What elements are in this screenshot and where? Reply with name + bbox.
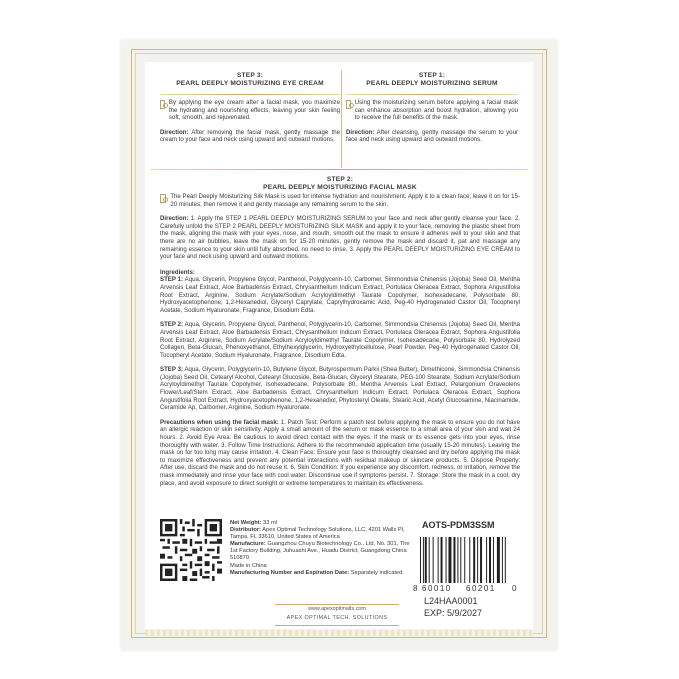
divider bbox=[160, 94, 340, 95]
barcode-bar bbox=[448, 537, 451, 583]
distributor-label: Distributor: bbox=[230, 527, 261, 534]
barcode-bar bbox=[469, 537, 470, 583]
step3-desc: By applying the eye cream after a facial mask, you maximize the hydrating and nourishing effects, leaving your skin feeling soft, smooth, and rejuvenated. bbox=[168, 99, 340, 122]
barcode-bar bbox=[473, 537, 475, 583]
step1-desc: Using the moisturizing serum before applying a facial mask can enhance absorption and boost hydration, allowing you to receive the full benefits of the mask. bbox=[354, 99, 518, 122]
divider bbox=[346, 94, 518, 95]
net-weight-label: Net Weight: bbox=[230, 520, 262, 526]
step2-label: STEP 2: bbox=[326, 176, 354, 183]
barcode-left-digits: 60010 bbox=[422, 584, 452, 593]
footer-company: APEX OPTIMAL TECH. SOLUTIONS bbox=[286, 615, 388, 621]
barcode-bar bbox=[457, 537, 458, 583]
net-weight bbox=[230, 520, 410, 527]
step3-title: PEARL DEEPLY MOISTURIZING EYE CREAM bbox=[176, 80, 324, 87]
step1-block bbox=[346, 72, 518, 144]
lot-expiry bbox=[424, 595, 482, 619]
serum-icon bbox=[346, 100, 351, 109]
mfg-label: Manufacturing Number and Expiration Date: bbox=[230, 569, 350, 576]
lot-number: L24HAA0001 bbox=[424, 596, 478, 606]
barcode-bar bbox=[433, 537, 434, 583]
barcode-bar bbox=[477, 537, 478, 583]
step2-desc: The Pearl Deeply Moisturizing Silk Mask is used for intense hydration and nourishment. Apply it to a clean face, leave it on for 15-20 minutes, then remove it and gently massage any remaining serum to the skin. bbox=[170, 193, 520, 208]
barcode-bar bbox=[497, 537, 500, 583]
barcode-bar bbox=[505, 537, 506, 583]
column-divider bbox=[341, 70, 342, 168]
step3-direction bbox=[160, 129, 340, 144]
step2-direction bbox=[160, 215, 520, 261]
ingredients-step1-label: STEP 1: bbox=[160, 276, 184, 284]
barcode-bar bbox=[423, 537, 424, 583]
barcode-bar bbox=[480, 537, 482, 583]
ingredients-step2-text: Aqua, Glycerin, Propylene Glycol, Panthenol, Polyglycerin-10, Carbomer, Simmondsia Chinensis (Jojoba) Seed Oil, Mentha Arvensis Leaf Extract, Aloe Barbadensis Extract, Chrysanthellum Indicum Extract, Portulaca Oleracea Extract, Sophora Angustifolia Root Extract, Arginine, Sodium Acrylate/Sodium Acryloyldimethyl Taurate Copolymer, Isohexadecane, Polysorbate 80, Hydrolyzed Collagen, Beta-Glucan, Phenoxyethanol, Ethylhexylglycerin, Hydroxyethylcellulose, Pearl Powder, Peg-40 Hydrogenated Castor Oil, Tocopheryl Acetate, Sodium Hyaluronate, Fragrance, Disodium Edta. bbox=[160, 321, 520, 359]
brand-footer bbox=[275, 604, 399, 626]
section-divider bbox=[150, 169, 528, 170]
barcode-bar bbox=[446, 537, 447, 583]
made-in: Made in China bbox=[230, 562, 267, 569]
step1-label: STEP 1: bbox=[418, 72, 446, 79]
step2-title: PEARL DEEPLY MOISTURIZING FACIAL MASK bbox=[263, 184, 417, 191]
barcode-last-digit: 0 bbox=[512, 584, 517, 593]
distributor-value: Apex Optimal Technology Solutions, LLC, 4201 Walls Pl, Tampa, FL 33610, United States of America bbox=[230, 527, 405, 541]
step1-direction bbox=[346, 129, 518, 144]
ingredients-step2-label: STEP 2: bbox=[160, 321, 184, 329]
footer-website: www.apexoptimalts.com bbox=[308, 606, 366, 612]
barcode-bar bbox=[460, 537, 461, 583]
qr-code bbox=[160, 519, 222, 581]
barcode-bar bbox=[486, 537, 487, 583]
product-info bbox=[230, 520, 410, 577]
mfg-value: Separately indicated. bbox=[350, 569, 404, 576]
precautions-label: Precautions when using the facial mask: bbox=[160, 418, 279, 426]
ingredients-heading: Ingredients: bbox=[160, 268, 195, 276]
expiration-date: EXP: 5/9/2027 bbox=[424, 608, 483, 618]
ingredients-step2 bbox=[160, 321, 520, 359]
step2-block bbox=[160, 176, 520, 487]
step1-title: PEARL DEEPLY MOISTURIZING SERUM bbox=[366, 80, 498, 87]
step3-label: STEP 3: bbox=[236, 72, 264, 79]
barcode-bar bbox=[453, 537, 455, 583]
barcode-bar bbox=[429, 537, 430, 583]
facial-mask-icon bbox=[160, 194, 166, 203]
mfg-number bbox=[230, 570, 410, 577]
barcode-bar bbox=[420, 537, 421, 583]
distributor bbox=[230, 527, 410, 541]
barcode-bar bbox=[493, 537, 494, 583]
step1-direction-text: After cleansing, gently massage the serum to your face and neck using upward and outward motions. bbox=[346, 128, 518, 144]
decorative-band bbox=[145, 630, 533, 636]
manufacturer bbox=[230, 541, 410, 562]
ingredients-step1-text: Aqua, Glycerin, Propylene Glycol, Panthenol, Polyglycerin-10, Carbomer, Simmondsia Chinensis (Jojoba) Seed Oil, Mentha Arvensis Leaf Extract, Aloe Barbadensis Extract, Chrysanthellum Indicum Extract, Portulaca Oleracea Extract, Sophora Angustifolia Root Extract, Arginine, Sodium Acrylate/Sodium Acryloyldimethyl Taurate Copolymer, Isohexadecane, Polysorbate 80, Hydroxyacetophenone, 1,2-Hexanediol, Glyceryl Caprylate, Caprylhydroxamic Acid, Peg-40 Hydrogenated Castor Oil, Tocopheryl Acetate, Sodium Hyaluronate, Fragrance, Disodium Edta. bbox=[160, 276, 520, 314]
barcode-bar bbox=[441, 537, 443, 583]
precautions bbox=[160, 419, 520, 487]
barcode bbox=[412, 537, 520, 593]
step3-direction-text: After removing the facial mask, gently massage the cream to your face and neck using upward and outward motions. bbox=[160, 128, 340, 144]
ingredients-step3-label: STEP 3: bbox=[160, 366, 184, 374]
ingredients-step1 bbox=[160, 276, 520, 314]
barcode-bar bbox=[438, 537, 439, 583]
barcode-right-digits: 60201 bbox=[466, 584, 496, 593]
barcode-bar bbox=[502, 537, 503, 583]
ingredients-step3 bbox=[160, 366, 520, 412]
direction-label: Direction: bbox=[160, 215, 189, 223]
step1-desc-row bbox=[346, 99, 518, 122]
barcode-bar bbox=[489, 537, 491, 583]
direction-label: Direction: bbox=[160, 128, 189, 136]
sku-code: AOTS-PDM3SSM bbox=[422, 520, 495, 530]
net-weight-value: 33 ml bbox=[263, 520, 278, 526]
ingredients-step3-text: Aqua, Glycerin, Polyglycerin-10, Butylene Glycol, Butyrospermum Parkii (Shea Butter), Dimethicone, Simmondsia Chinensis (Jojoba) Seed Oil, Cetearyl Alcohol, Cetearyl Glucoside, Beta-Glucan, Glyceryl Stearate, PEG-100 Stearate, Sodium Acrylate/Sodium Acryloyldimethyl Taurate Copolymer, Isohexadecane, Polysorbate 80, Mentha Arvensis Leaf Extract, Pelargonium Graveolens Flower/Leaf/Stem Extract, Aloe Barbadensis Extract, Chrysanthellum Indicum Extract, Portulaca Oleracea Extract, Sophora Angustifolia Root Extract, Hydroxyacetophenone, 1,2-Hexanediol, Phytosteryl Oleate, Stearic Acid, Acetyl Glucosamine, Niacinamide, Ceramide Ap, Carbomer, Arginine, Sodium Hyaluronate. bbox=[160, 366, 521, 412]
manufacturer-value: Guangzhou Chuyu Biotechnology Co., Ltd, No. 301, The 1st Factory Building, Juhuashi Ave., Huadu District, Guangdong China 510870 bbox=[230, 541, 410, 562]
precautions-text: 1. Patch Test: Perform a patch test before applying the mask to ensure you do not have an allergic reaction or skin sensitivity. Apply a small amount of the serum or mask essence to a small area of your skin and wait 24 hours. 2. Avoid Eye Area: Be cautious to avoid direct contact with the eyes. If the mask or its essence gets into your eyes, rinse thoroughly with water. 3. Follow Time Instructions: Adhere to the recommended application time (usually 15-20 minutes). Leaving the mask on for too long may cause irritation. 4. Clean Face: Ensure your face is thoroughly cleansed and dry before applying the mask to maximize effectiveness and prevent any potential interactions with residual makeup or skincare products. 5. Dispose Properly: After use, discard the mask and do not reuse it. 6. Skin Condition: If you experience any discomfort, redness, or irritation, remove the mask immediately and rinse your face with cool water. Discontinue use if symptoms persist. 7. Storage: Store the mask in a cool, dry place, and avoid exposure to direct sunlight or extreme temperatures to maintain its effectiveness. bbox=[160, 418, 520, 487]
direction-label: Direction: bbox=[346, 128, 375, 136]
barcode-first-digit: 8 bbox=[413, 584, 418, 593]
eye-cream-icon bbox=[160, 100, 165, 109]
step3-block bbox=[160, 72, 340, 144]
step2-direction-text: 1. Apply the STEP 1 PEARL DEEPLY MOISTURIZING SERUM to your face and neck after gently cleanse your face. 2. Carefully unfold the STEP 2 PEARL DEEPLY MOISTURIZING SILK MASK and apply it to your face, removing the plastic sheet from the mask, aligning the mask with your eyes, nose, and mouth, smooth out the mask to ensure it adheres well to your skin and that there are no air bubbles, leave the mask on for 15-20 minutes, gently remove the mask and discard it, pat and massage any remaining essence to your skin until fully absorbed, no need to rinse. 3. Apply the PEARL DEEPLY MOISTURIZING EYE CREAM to your face and neck using upward and outward motions. bbox=[160, 215, 520, 261]
barcode-bar bbox=[425, 537, 427, 583]
step3-desc-row bbox=[160, 99, 340, 122]
manufacturer-label: Manufacture: bbox=[230, 541, 266, 548]
barcode-bar bbox=[464, 537, 465, 583]
step2-desc-row bbox=[160, 193, 520, 208]
